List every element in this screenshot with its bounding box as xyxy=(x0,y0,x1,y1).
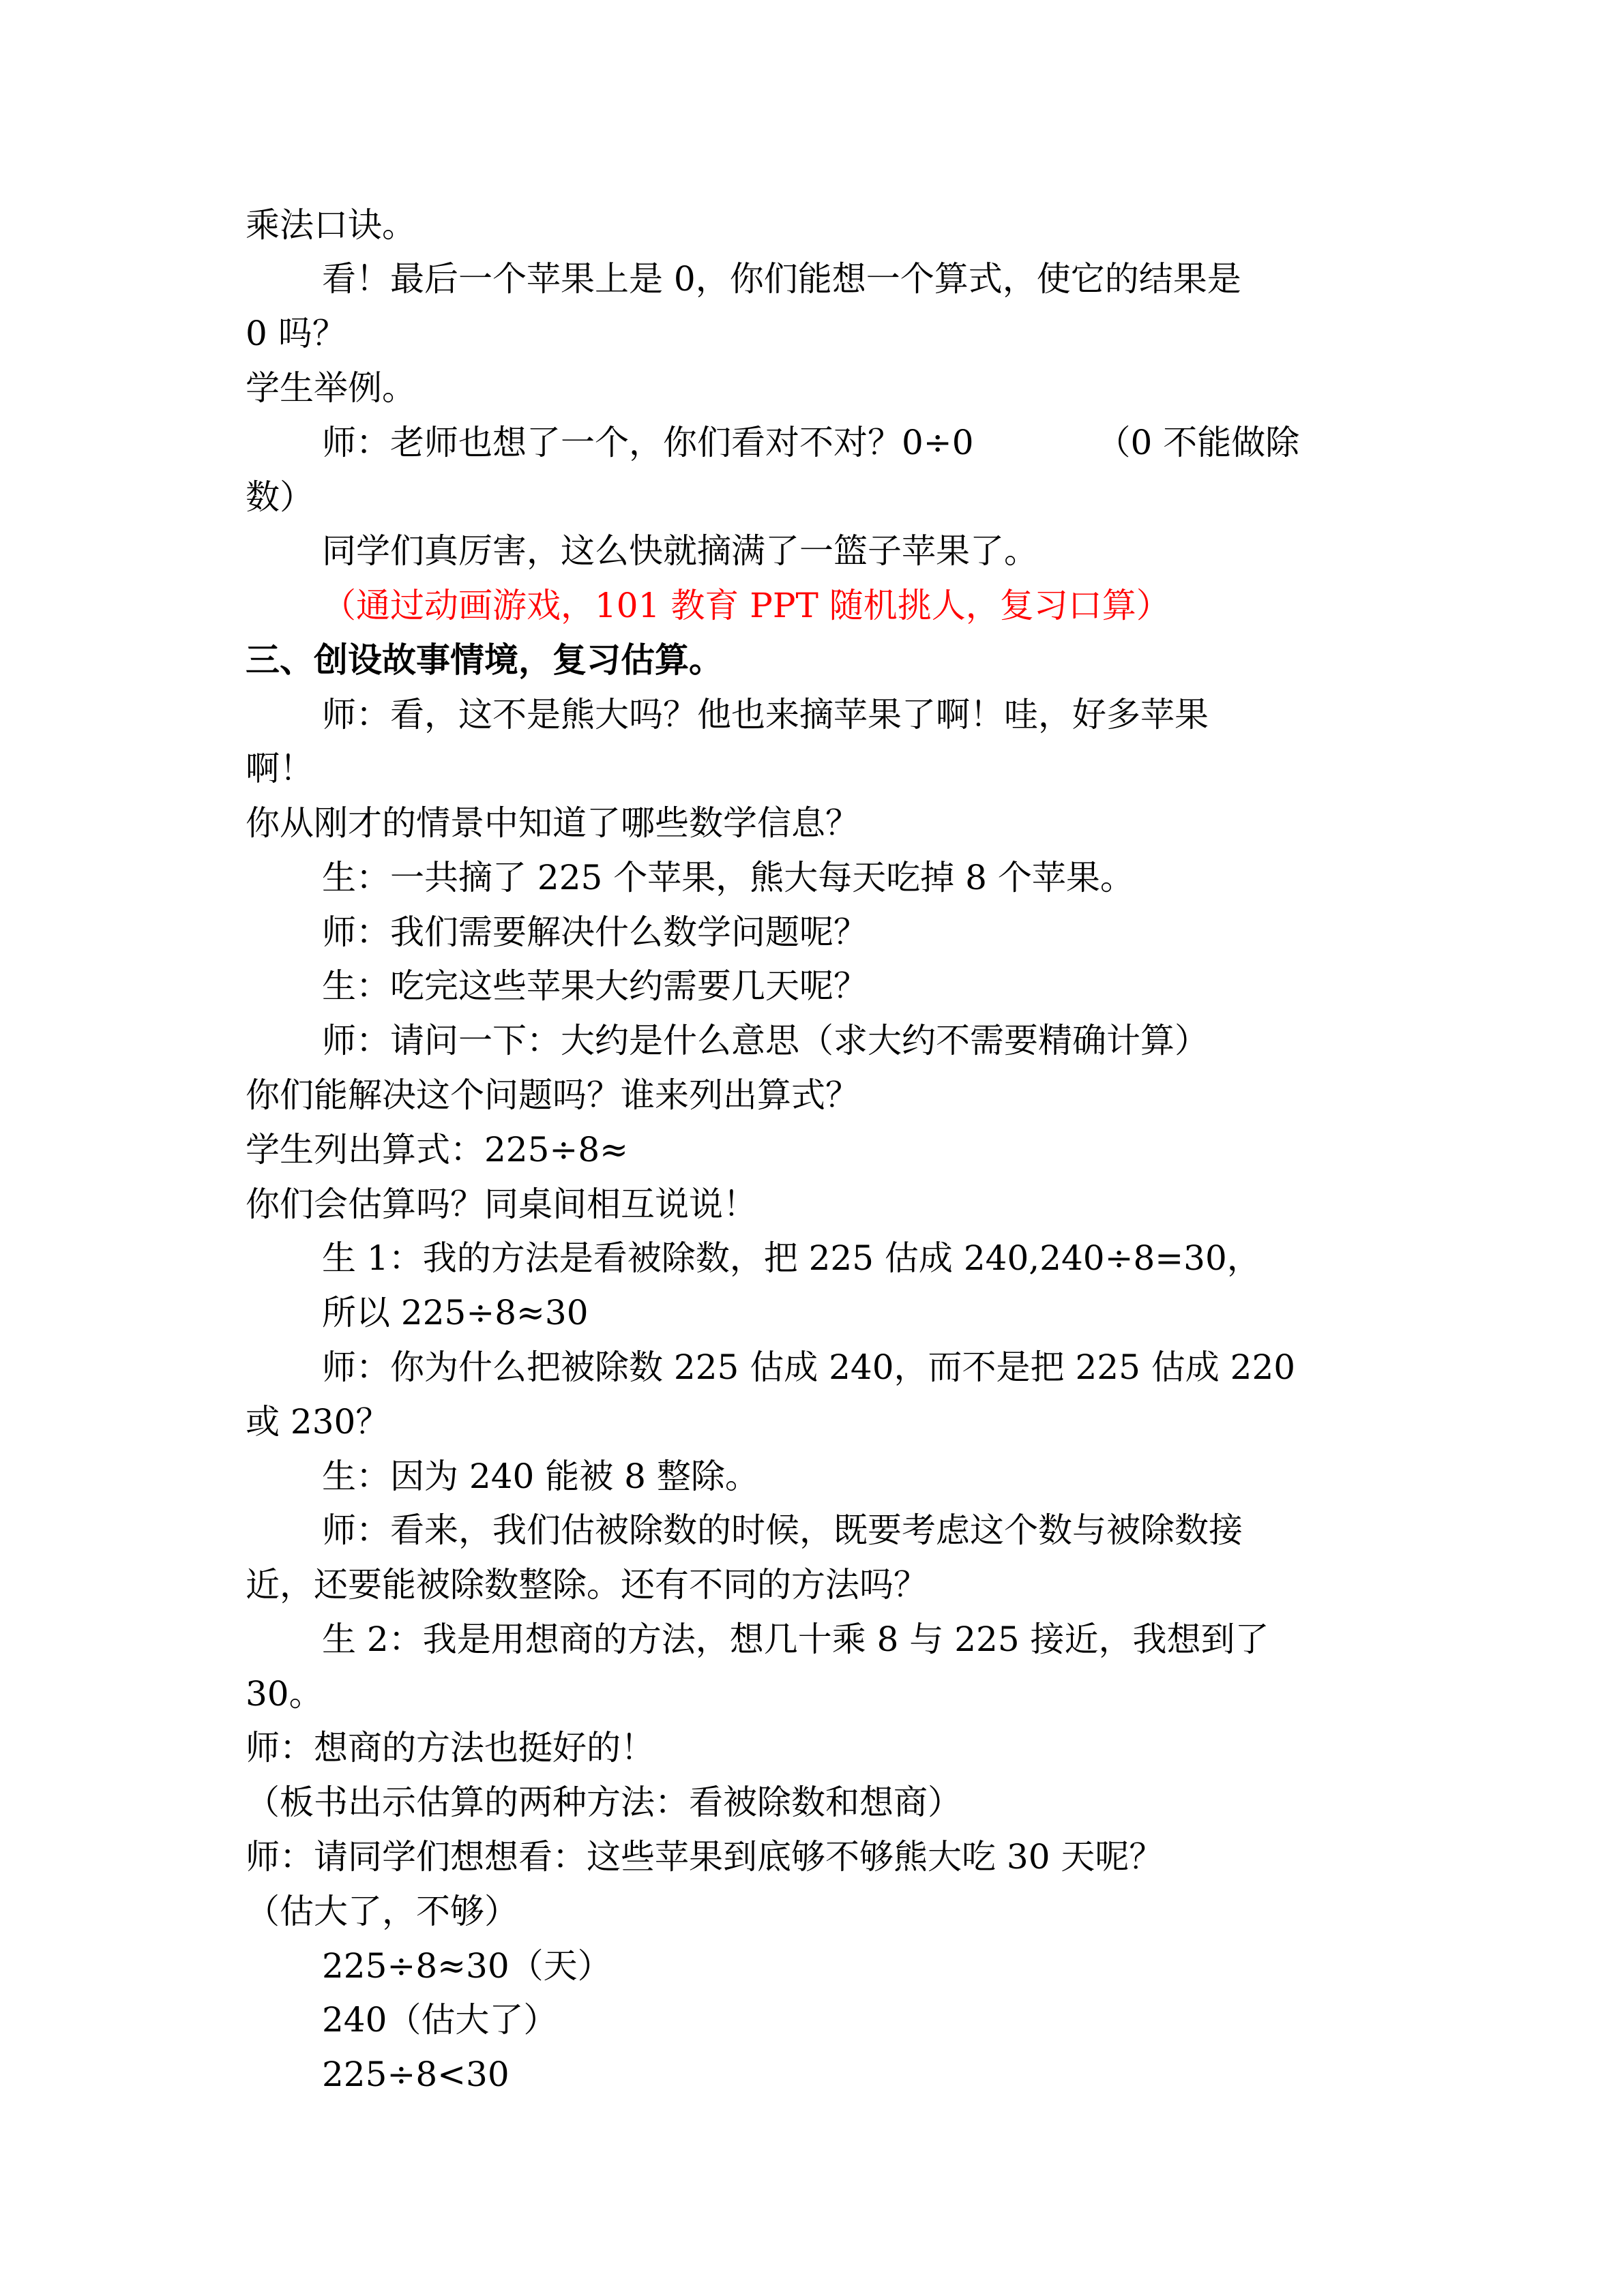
text-line: 你们会估算吗？同桌间相互说说！ xyxy=(246,1184,757,1224)
math-line: 225÷8<30 xyxy=(322,2055,510,2094)
math-line: 240（估大了） xyxy=(322,2000,558,2040)
section-heading: 三、创设故事情境，复习估算。 xyxy=(246,640,723,680)
text-segment: （0 不能做除 xyxy=(1096,423,1300,462)
text-line: 师：我们需要解决什么数学问题呢？ xyxy=(322,912,868,952)
text-line: 师：请同学们想想看：这些苹果到底够不够熊大吃 30 天呢？ xyxy=(246,1837,1164,1877)
text-line: 生 1：我的方法是看被除数，把 225 估成 240,240÷8=30， xyxy=(322,1238,1261,1278)
text-line: 30。 xyxy=(246,1674,323,1714)
text-line: 师：你为什么把被除数 225 估成 240，而不是把 225 估成 220 xyxy=(322,1347,1296,1387)
text-segment: 师：老师也想了一个，你们看对不对？0÷0 xyxy=(322,423,974,462)
math-line: 225÷8≈30（天） xyxy=(322,1946,612,1986)
text-line: 你们能解决这个问题吗？谁来列出算式？ xyxy=(246,1075,859,1115)
text-line: 啊！ xyxy=(246,749,314,788)
text-line: 数） xyxy=(246,477,314,517)
text-line: 师：看，这不是熊大吗？他也来摘苹果了啊！哇，好多苹果 xyxy=(322,695,1209,734)
text-line: （估大了，不够） xyxy=(246,1892,518,1931)
text-line: 所以 225÷8≈30 xyxy=(322,1293,589,1332)
text-line: 乘法口诀。 xyxy=(246,205,416,245)
text-line: 同学们真厉害，这么快就摘满了一篮子苹果了。 xyxy=(322,531,1038,571)
red-annotation: （通过动画游戏，101 教育 PPT 随机挑人，复习口算） xyxy=(322,586,1170,625)
text-line: 或 230？ xyxy=(246,1402,390,1442)
text-line: 学生列出算式：225÷8≈ xyxy=(246,1130,629,1169)
text-line: 生：吃完这些苹果大约需要几天呢？ xyxy=(322,966,868,1006)
text-line: 师：看来，我们估被除数的时候，既要考虑这个数与被除数接 xyxy=(322,1510,1243,1550)
text-line: 0 吗？ xyxy=(246,314,346,353)
text-line: 学生举例。 xyxy=(246,368,416,408)
text-line: 你从刚才的情景中知道了哪些数学信息？ xyxy=(246,803,859,843)
text-line: 生 2：我是用想商的方法，想几十乘 8 与 225 接近，我想到了 xyxy=(322,1620,1269,1659)
text-line: 生：一共摘了 225 个苹果，熊大每天吃掉 8 个苹果。 xyxy=(322,858,1134,897)
text-line: 生：因为 240 能被 8 整除。 xyxy=(322,1457,759,1496)
text-line: （板书出示估算的两种方法：看被除数和想商） xyxy=(246,1783,962,1822)
text-line: 看！最后一个苹果上是 0，你们能想一个算式，使它的结果是 xyxy=(322,259,1241,299)
text-line: 师：请问一下：大约是什么意思（求大约不需要精确计算） xyxy=(322,1021,1209,1060)
text-line: 师：想商的方法也挺好的！ xyxy=(246,1728,655,1768)
text-line: 近，还要能被除数整除。还有不同的方法吗？ xyxy=(246,1565,928,1605)
text-line xyxy=(322,422,1299,463)
